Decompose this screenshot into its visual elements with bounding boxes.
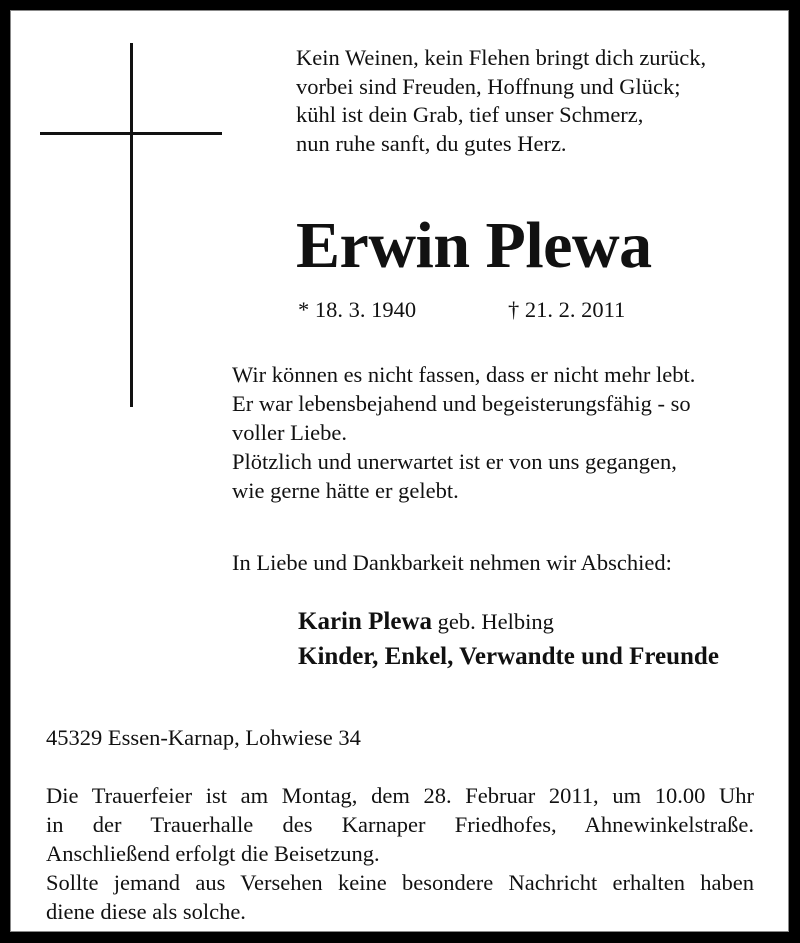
service-line: Die Trauerfeier ist am Montag, dem 28. Februar 2011, um 10.00 Uhr [46,783,754,808]
deceased-name: Erwin Plewa [296,209,652,282]
spouse-name: Karin Plewa [298,608,433,635]
death-date: † 21. 2. 2011 [508,297,626,322]
spouse-maiden-name: geb. Helbing [432,609,554,634]
poem-line: Kein Weinen, kein Flehen bringt dich zurück, [296,45,707,70]
memorial-poem [296,44,706,158]
mourners [298,606,719,673]
message-line: voller Liebe. [232,420,347,445]
service-line: Anschließend erfolgt die Beisetzung. [46,841,380,866]
birth-date: * 18. 3. 1940 [298,297,417,322]
farewell-line: In Liebe und Dankbarkeit nehmen wir Abschied: [232,550,672,575]
message-line: Er war lebensbejahend und begeisterungsfähig - so [232,391,691,416]
poem-line: nun ruhe sanft, du gutes Herz. [296,130,567,156]
other-mourners: Kinder, Enkel, Verwandte und Freunde [298,643,719,670]
family-address: 45329 Essen-Karnap, Lohwiese 34 [46,725,361,750]
service-line: diene diese als solche. [46,899,246,924]
obituary-card [10,10,789,932]
service-line: in der Trauerhalle des Karnaper Friedhofes, Ahnewinkelstraße. [46,812,754,837]
poem-line: vorbei sind Freuden, Hoffnung und Glück; [296,73,681,99]
service-line: Sollte jemand aus Versehen keine besondere Nachricht erhalten haben [46,870,754,895]
message-line: wie gerne hätte er gelebt. [232,478,459,503]
service-details [46,781,754,926]
cross-icon-vertical [130,43,133,407]
message-line: Plötzlich und unerwartet ist er von uns gegangen, [232,449,677,474]
message-line: Wir können es nicht fassen, dass er nicht mehr lebt. [232,362,696,387]
poem-line: kühl ist dein Grab, tief unser Schmerz, [296,102,644,127]
cross-icon-horizontal [40,132,222,135]
memorial-message [232,360,695,505]
